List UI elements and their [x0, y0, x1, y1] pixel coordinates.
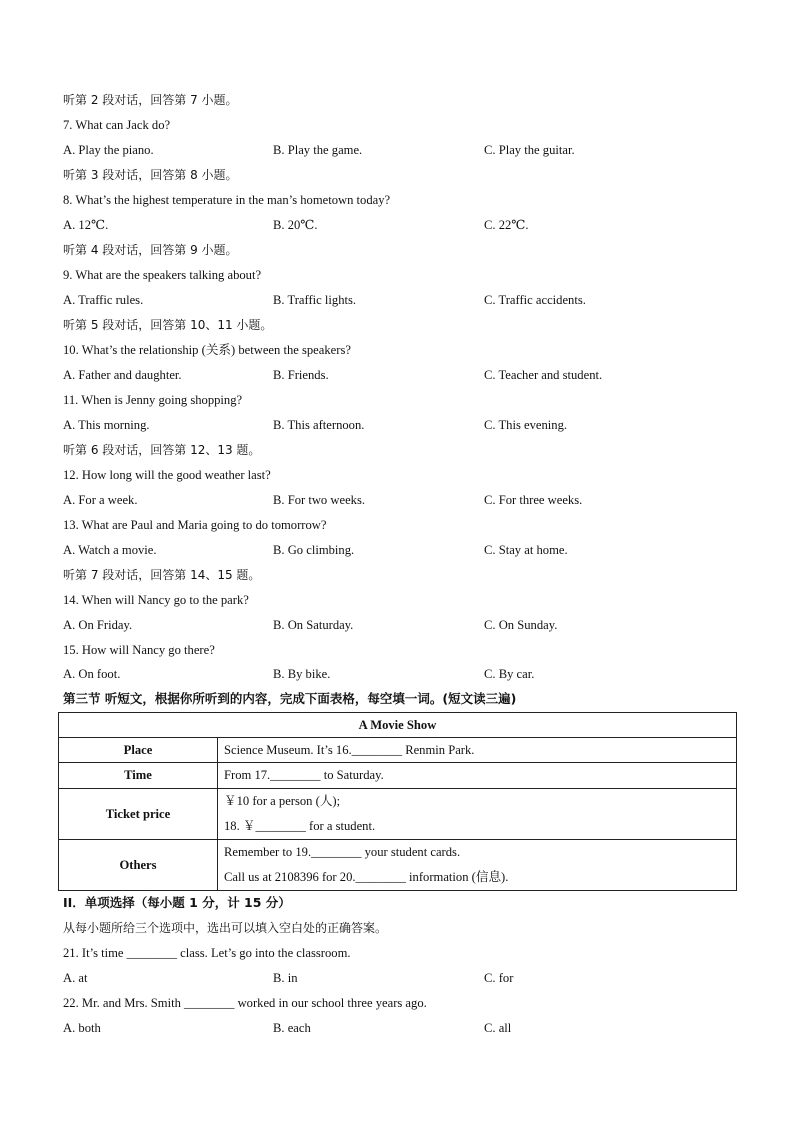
- question-7-option-a: A. Play the piano.: [63, 143, 154, 157]
- place-label: Place: [59, 738, 218, 763]
- question-10-stem: 10. What’s the relationship (关系) between the speakers?: [63, 343, 351, 357]
- question-13-stem: 13. What are Paul and Maria going to do tomorrow?: [63, 518, 327, 532]
- question-21-stem: 21. It’s time ________ class. Let’s go into the classroom.: [63, 946, 351, 960]
- question-14-option-c: C. On Sunday.: [484, 618, 558, 632]
- table-row: [59, 738, 737, 763]
- question-8-stem: 8. What’s the highest temperature in the man’s hometown today?: [63, 193, 391, 207]
- question-15-option-a: A. On foot.: [63, 667, 121, 681]
- part-2-instruction: 从每小题所给三个选项中，选出可以填入空白处的正确答案。: [63, 921, 388, 935]
- movie-show-table: [58, 712, 737, 891]
- dialogue-5-header: 听第 5 段对话，回答第 10、11 小题。: [63, 318, 273, 332]
- table-row: [59, 713, 737, 738]
- table-row: [59, 840, 737, 891]
- question-22-option-a: A. both: [63, 1021, 101, 1035]
- question-13-option-c: C. Stay at home.: [484, 543, 568, 557]
- question-10-option-c: C. Teacher and student.: [484, 368, 603, 382]
- time-label: Time: [59, 763, 218, 789]
- question-14-option-a: A. On Friday.: [63, 618, 133, 632]
- others-value: [218, 840, 737, 891]
- question-12-stem: 12. How long will the good weather last?: [63, 468, 271, 482]
- question-12-option-c: C. For three weeks.: [484, 493, 583, 507]
- question-11-option-b: B. This afternoon.: [273, 418, 365, 432]
- question-21-option-a: A. at: [63, 971, 88, 985]
- question-22-option-b: B. each: [273, 1021, 311, 1035]
- others-contact-info: Call us at 2108396 for 20.________ information (信息).: [224, 870, 509, 884]
- question-7-stem: 7. What can Jack do?: [63, 118, 171, 132]
- question-11-stem: 11. When is Jenny going shopping?: [63, 393, 243, 407]
- dialogue-2-header: 听第 2 段对话，回答第 7 小题。: [63, 93, 238, 107]
- ticket-price-value: [218, 789, 737, 840]
- question-9-stem: 9. What are the speakers talking about?: [63, 268, 262, 282]
- others-label: Others: [59, 840, 218, 891]
- others-student-cards: Remember to 19.________ your student cards.: [224, 845, 461, 859]
- dialogue-7-header: 听第 7 段对话，回答第 14、15 题。: [63, 568, 261, 582]
- table-row: [59, 763, 737, 789]
- dialogue-6-header: 听第 6 段对话，回答第 12、13 题。: [63, 443, 261, 457]
- question-9-option-a: A. Traffic rules.: [63, 293, 144, 307]
- ticket-price-label: Ticket price: [59, 789, 218, 840]
- question-12-option-a: A. For a week.: [63, 493, 138, 507]
- section-3-title: 第三节 听短文，根据你所听到的内容，完成下面表格，每空填一词。(短文读三遍): [63, 691, 517, 706]
- question-15-stem: 15. How will Nancy go there?: [63, 643, 215, 657]
- question-8-option-b: B. 20℃.: [273, 218, 318, 232]
- place-value: Science Museum. It’s 16.________ Renmin Park.: [218, 738, 737, 763]
- time-value: From 17.________ to Saturday.: [218, 763, 737, 789]
- question-7-option-b: B. Play the game.: [273, 143, 363, 157]
- ticket-price-student: 18. ￥________ for a student.: [224, 819, 376, 833]
- question-15-option-b: B. By bike.: [273, 667, 331, 681]
- question-10-option-a: A. Father and daughter.: [63, 368, 182, 382]
- question-7-option-c: C. Play the guitar.: [484, 143, 575, 157]
- ticket-price-adult: ￥10 for a person (人);: [224, 794, 341, 808]
- table-title: A Movie Show: [59, 713, 737, 738]
- question-9-option-c: C. Traffic accidents.: [484, 293, 586, 307]
- question-8-option-c: C. 22℃.: [484, 218, 529, 232]
- question-14-stem: 14. When will Nancy go to the park?: [63, 593, 249, 607]
- question-12-option-b: B. For two weeks.: [273, 493, 365, 507]
- question-8-option-a: A. 12℃.: [63, 218, 109, 232]
- question-21-option-c: C. for: [484, 971, 514, 985]
- question-14-option-b: B. On Saturday.: [273, 618, 354, 632]
- question-13-option-b: B. Go climbing.: [273, 543, 355, 557]
- question-11-option-a: A. This morning.: [63, 418, 150, 432]
- question-9-option-b: B. Traffic lights.: [273, 293, 357, 307]
- question-15-option-c: C. By car.: [484, 667, 535, 681]
- question-11-option-c: C. This evening.: [484, 418, 568, 432]
- dialogue-4-header: 听第 4 段对话，回答第 9 小题。: [63, 243, 238, 257]
- question-10-option-b: B. Friends.: [273, 368, 329, 382]
- question-22-stem: 22. Mr. and Mrs. Smith ________ worked in our school three years ago.: [63, 996, 427, 1010]
- question-13-option-a: A. Watch a movie.: [63, 543, 157, 557]
- part-2-title: II．单项选择（每小题 1 分，计 15 分）: [63, 895, 291, 910]
- table-row: [59, 789, 737, 840]
- question-22-option-c: C. all: [484, 1021, 512, 1035]
- question-21-option-b: B. in: [273, 971, 298, 985]
- dialogue-3-header: 听第 3 段对话，回答第 8 小题。: [63, 168, 238, 182]
